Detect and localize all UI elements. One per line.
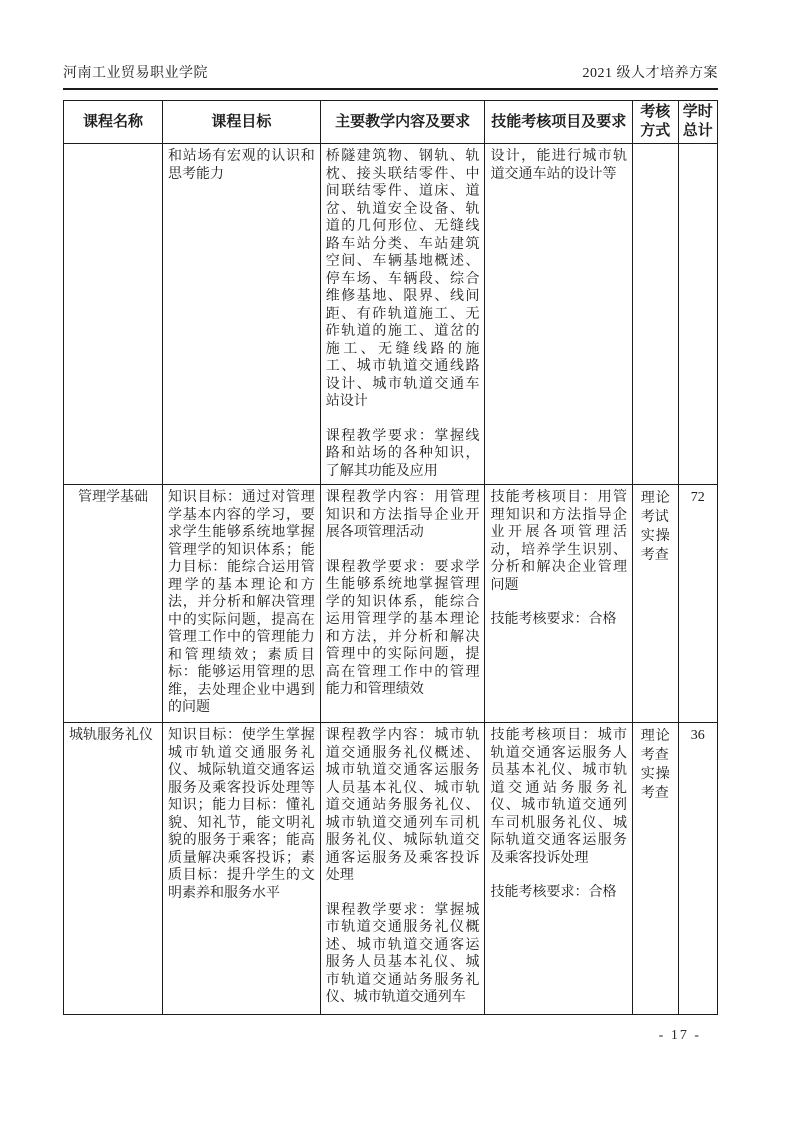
skill-assessment-text: 设计，能进行城市轨道交通车站的设计等 [490, 149, 628, 182]
teaching-requirement-text: 课程教学要求：掌握线路和站场的各种知识，了解其功能及应用 [325, 428, 480, 479]
assessment-method-text: 理论考试 [640, 491, 670, 525]
skill-assessment-text: 技能考核项目：城市轨道交通客运服务人员基本礼仪、城市轨道交通站务服务礼仪、城市轨道交通列车司机服务礼仪、城际轨道交通客运服务及乘客投诉处理 [490, 728, 628, 866]
objectives-text: 知识目标：通过对管理学基本内容的学习，要求学生能够系统地掌握管理学的知识体系；能力目标：能综合运用管理学的基本理论和方法，并分析和解决管理中的实际问题，提高在管理工作中的管理能力和管理绩效；素质目标：能够运用管理的思维，去处理企业中遇到的问题 [168, 490, 315, 715]
cell-course-objectives [163, 144, 321, 485]
table-row [64, 144, 718, 485]
objectives-text: 知识目标：使学生掌握城市轨道交通服务礼仪、城际轨道交通客运服务及乘客投诉处理等知识；能力目标：懂礼貌、知礼节，能文明礼貌的服务于乘客；能高质量解决乘客投诉；素质目标：提升学生的文明素养和服务水平 [168, 728, 315, 901]
skill-assessment-requirement: 技能考核要求：合格 [490, 612, 617, 627]
objectives-text: 和站场有宏观的认识和思考能力 [168, 149, 315, 182]
table-header-row [64, 101, 718, 144]
column-header-teaching-content: 主要教学内容及要求 [320, 101, 485, 144]
cell-course-objectives [163, 485, 321, 723]
cell-course-name: 城轨服务礼仪 [64, 723, 163, 1015]
cell-assessment-method [633, 144, 678, 485]
cell-course-name: 管理学基础 [64, 485, 163, 723]
cell-assessment-method [633, 723, 678, 1015]
cell-course-objectives [163, 723, 321, 1015]
page-number: - 17 - [658, 1028, 701, 1043]
assessment-method-text: 实操考查 [640, 767, 670, 801]
cell-teaching-content [320, 485, 485, 723]
column-header-skill-assessment: 技能考核项目及要求 [485, 101, 633, 144]
cell-total-hours [678, 144, 717, 485]
cell-skill-assessment [485, 485, 633, 723]
column-header-total-hours: 学时总计 [678, 101, 717, 144]
teaching-content-text: 桥隧建筑物、钢轨、轨枕、接头联结零件、中间联结零件、道床、道岔、轨道安全设备、轨道的几何形位、无缝线路车站分类、车站建筑空间、车辆基地概述、停车场、车辆段、综合维修基地、限界、线间距、有砟轨道施工、无砟轨道的施工、道岔的施工、无缝线路的施工、城市轨道交通线路设计、城市轨道交通车站设计 [325, 149, 480, 409]
header-plan-title: 2021 级人才培养方案 [582, 66, 718, 81]
cell-teaching-content [320, 144, 485, 485]
skill-assessment-requirement: 技能考核要求：合格 [490, 885, 617, 900]
teaching-content-text: 课程教学内容：城市轨道交通服务礼仪概述、城市轨道交通客运服务人员基本礼仪、城市轨道交通站务服务礼仪、城市轨道交通列车司机服务礼仪、城际轨道交通客运服务及乘客投诉处理 [325, 728, 480, 883]
teaching-content-text: 课程教学内容：用管理知识和方法指导企业开展各项管理活动 [325, 490, 480, 540]
teaching-requirement-text: 课程教学要求：掌握城市轨道交通服务礼仪概述、城市轨道交通客运服务人员基本礼仪、城市轨道交通站务服务礼仪、城市轨道交通列车 [325, 902, 480, 1005]
cell-skill-assessment [485, 144, 633, 485]
cell-course-name [64, 144, 163, 485]
assessment-method-text: 实操考查 [640, 529, 670, 563]
cell-teaching-content [320, 723, 485, 1015]
header-school-name: 河南工业贸易职业学院 [63, 66, 208, 81]
column-header-course-name: 课程名称 [64, 101, 163, 144]
course-table [63, 100, 718, 1015]
skill-assessment-text: 技能考核项目：用管理知识和方法指导企业开展各项管理活动，培养学生识别、分析和解决企业管理问题 [490, 490, 628, 593]
column-header-objectives: 课程目标 [163, 101, 321, 144]
table-row [64, 485, 718, 723]
assessment-method-text: 理论考查 [640, 729, 670, 763]
teaching-requirement-text: 课程教学要求：要求学生能够系统地掌握管理学的知识体系，能综合运用管理学的基本理论和方法，并分析和解决管理中的实际问题，提高在管理工作中的管理能力和管理绩效 [325, 559, 480, 697]
cell-skill-assessment [485, 723, 633, 1015]
page-header [63, 62, 718, 90]
cell-total-hours: 72 [678, 485, 717, 723]
cell-assessment-method [633, 485, 678, 723]
column-header-assessment-method: 考核方式 [633, 101, 678, 144]
cell-total-hours: 36 [678, 723, 717, 1015]
table-row [64, 723, 718, 1015]
